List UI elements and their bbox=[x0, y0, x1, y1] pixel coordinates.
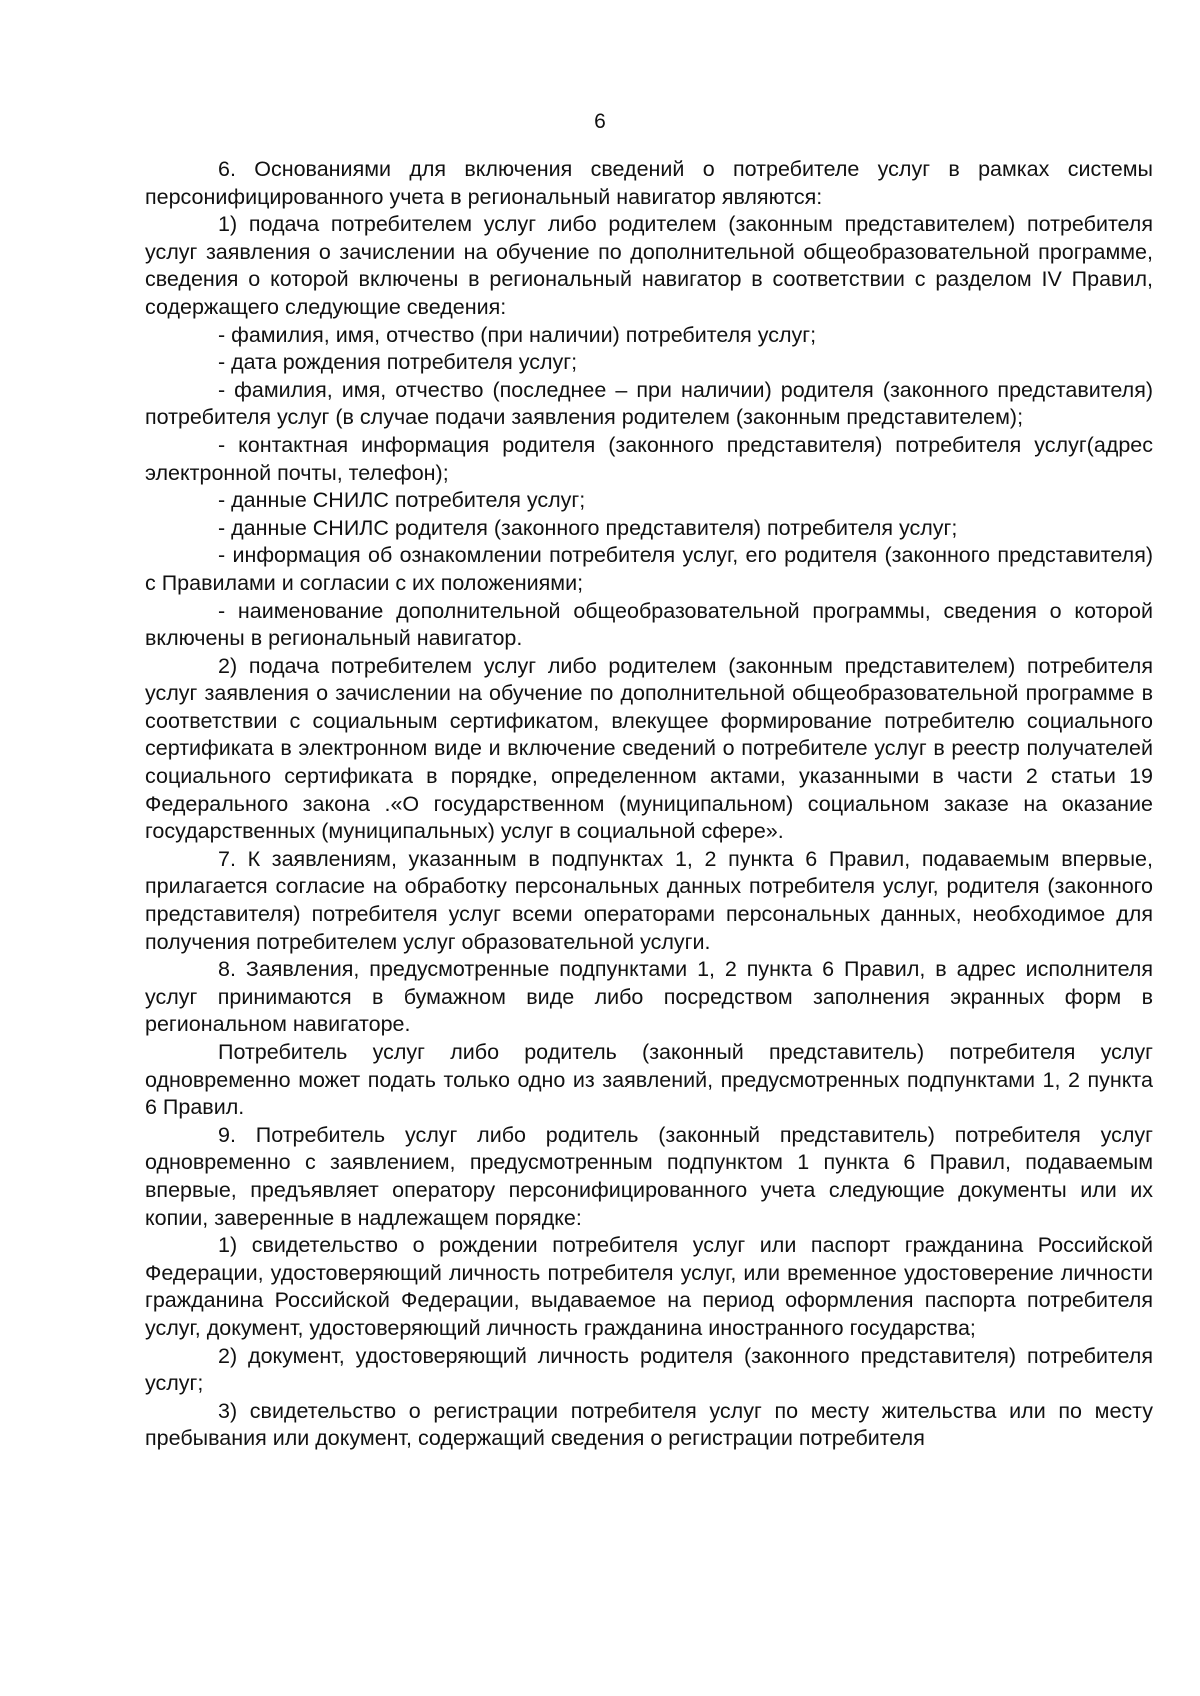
paragraph-6: 6. Основаниями для включения сведений о потребителе услуг в рамках системы персонифицированного учета в региональный навигатор являются: bbox=[145, 157, 1153, 209]
paragraph-6-item-2: 2) подача потребителем услуг либо родителем (законным представителем) потребителя услуг заявления о зачислении на обучение по дополнительной общеобразовательной программе в соответствии с социальным сертификатом, влекущее формирование потребителю социального сертификата в электронном виде и включение сведений о потребителе услуг в реестр получателей социального сертификата в порядке, определенном актами, указанными в части 2 статьи 19 Федерального закона .«О государственном (муниципальном) социальном заказе на оказание государственных (муниципальных) услуг в социальной сфере». bbox=[145, 653, 1153, 844]
list-item: - фамилия, имя, отчество (при наличии) потребителя услуг; bbox=[218, 322, 817, 347]
list-item: - фамилия, имя, отчество (последнее – при наличии) родителя (законного представителя) потребителя услуг (в случае подачи заявления родителем (законным представителем); bbox=[145, 377, 1153, 430]
paragraph-8: 8. Заявления, предусмотренные подпунктами 1, 2 пункта 6 Правил, в адрес исполнителя услуг принимаются в бумажном виде либо посредством заполнения экранных форм в региональном навигаторе. bbox=[145, 957, 1153, 1037]
document-body bbox=[145, 156, 1153, 1453]
paragraph-9-item-1: 1) свидетельство о рождении потребителя услуг или паспорт гражданина Российской Федерации, удостоверяющий личность потребителя услуг, или временное удостоверение личности гражданина Российской Федерации, выдаваемое на период оформления паспорта потребителя услуг, документ, удостоверяющий личность гражданина иностранного государства; bbox=[145, 1233, 1153, 1340]
list-item: - данные СНИЛС потребителя услуг; bbox=[218, 488, 586, 513]
list-item: - дата рождения потребителя услуг; bbox=[218, 350, 578, 375]
list-item: - контактная информация родителя (законного представителя) потребителя услуг(адрес электронной почты, телефон); bbox=[145, 432, 1153, 485]
list-item: - наименование дополнительной общеобразовательной программы, сведения о которой включены в региональный навигатор. bbox=[145, 598, 1153, 651]
paragraph-7: 7. К заявлениям, указанным в подпунктах 1, 2 пункта 6 Правил, подаваемым впервые, прилагается согласие на обработку персональных данных потребителя услуг, родителя (законного представителя) потребителя услуг всеми операторами персональных данных, необходимое для получения потребителем услуг образовательной услуги. bbox=[145, 846, 1153, 954]
paragraph-6-item-1: 1) подача потребителем услуг либо родителем (законным представителем) потребителя услуг заявления о зачислении на обучение по дополнительной общеобразовательной программе, сведения о которой включены в региональный навигатор в соответствии с разделом IV Правил, содержащего следующие сведения: bbox=[145, 212, 1153, 319]
list-item: - данные СНИЛС родителя (законного представителя) потребителя услуг; bbox=[218, 515, 958, 540]
page-number: 6 bbox=[594, 110, 606, 133]
list-item: - информация об ознакомлении потребителя услуг, его родителя (законного представителя) с Правилами и согласии с их положениями; bbox=[145, 543, 1153, 595]
paragraph-8-continued: Потребитель услуг либо родитель (законный представитель) потребителя услуг одновременно может подать только одно из заявлений, предусмотренных подпунктами 1, 2 пункта 6 Правил. bbox=[145, 1040, 1153, 1120]
paragraph-9: 9. Потребитель услуг либо родитель (законный представитель) потребителя услуг одновременно с заявлением, предусмотренным подпунктом 1 пункта 6 Правил, подаваемым впервые, предъявляет оператору персонифицированного учета следующие документы или их копии, заверенные в надлежащем порядке: bbox=[145, 1122, 1153, 1230]
paragraph-9-item-2: 2) документ, удостоверяющий личность родителя (законного представителя) потребителя услуг; bbox=[145, 1343, 1153, 1396]
paragraph-9-item-3: 3) свидетельство о регистрации потребителя услуг по месту жительства или по месту пребывания или документ, содержащий сведения о регистрации потребителя bbox=[145, 1398, 1153, 1451]
